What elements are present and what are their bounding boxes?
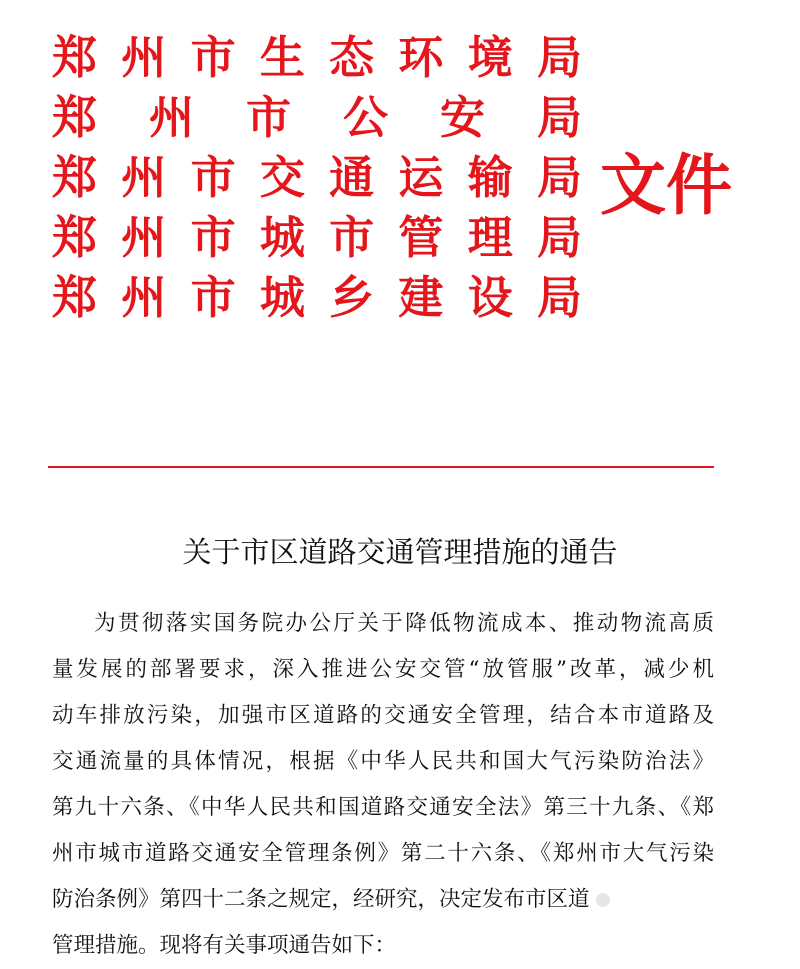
- agency-urban-rural-construction: 郑州市城乡建设局: [52, 271, 582, 324]
- notice-title: 关于市区道路交通管理措施的通告: [182, 535, 618, 569]
- body-line: 交通流量的具体情况，根据《中华人民共和国大气污染防治法》: [52, 749, 714, 774]
- agency-urban-management: 郑州市城市管理局: [52, 211, 582, 264]
- body-line: 量发展的部署要求，深入推进公安交管“放管服”改革，减少机: [52, 657, 714, 682]
- body-line-partial: [52, 877, 714, 923]
- body-line: 第九十六条、《中华人民共和国道路交通安全法》第三十九条、《郑: [52, 795, 714, 820]
- image-artifact-mark: [596, 893, 610, 907]
- body-line: 动车排放污染，加强市区道路的交通安全管理，结合本市道路及: [52, 703, 714, 728]
- body-line-text: 防治条例》第四十二条之规定，经研究，决定发布市区道: [52, 887, 590, 912]
- issuing-agencies: [52, 28, 592, 328]
- document-type-label: 文件: [600, 147, 732, 224]
- agency-public-security: 郑州市公安局: [52, 91, 582, 144]
- body-line: 州市城市道路交通安全管理条例》第二十六条、《郑州市大气污染: [52, 841, 714, 866]
- document-header: [52, 28, 732, 338]
- body-line: 为贯彻落实国务院办公厅关于降低物流成本、推动物流高质: [94, 611, 714, 636]
- notice-body: [52, 601, 714, 969]
- body-line: 管理措施。现将有关事项通告如下：: [52, 933, 397, 958]
- red-divider-line: [48, 466, 714, 468]
- agency-transport: 郑州市交通运输局: [52, 151, 582, 204]
- agency-ecology-environment: 郑州市生态环境局: [52, 31, 582, 84]
